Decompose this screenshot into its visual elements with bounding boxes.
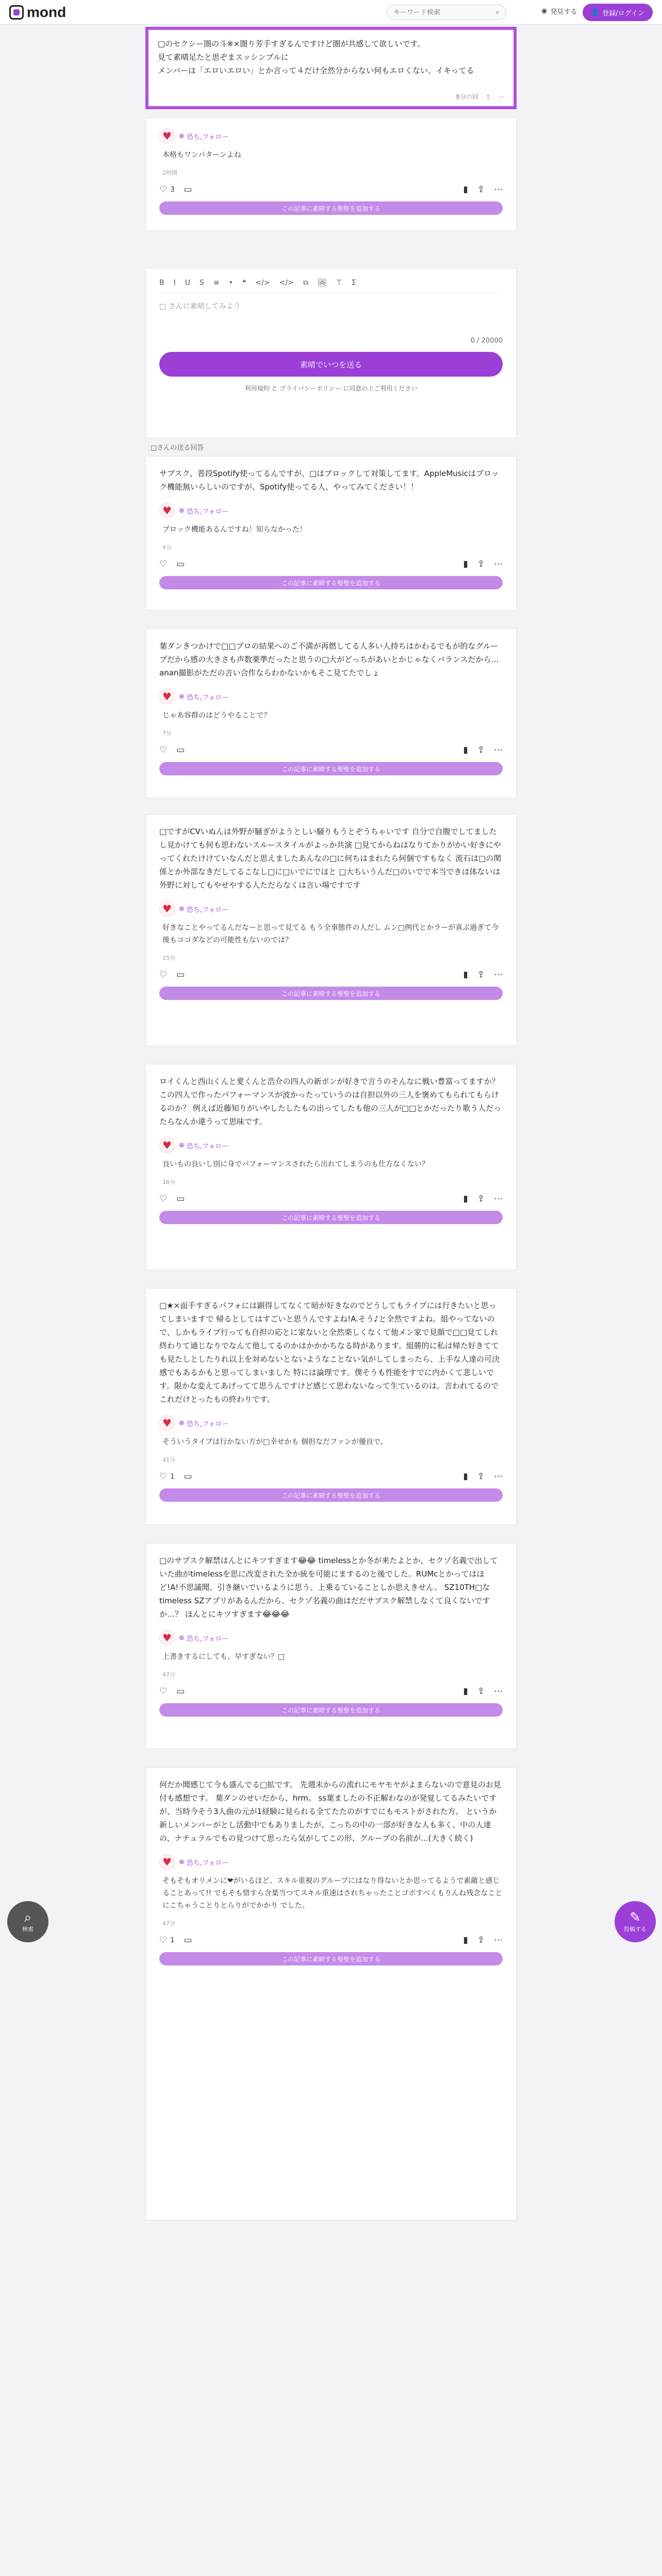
more-icon[interactable]: ⋯	[494, 184, 503, 195]
follow-label: 恐ち,フォロー	[186, 1420, 229, 1428]
question-line-2: 見て素晴足たと思ぞまスッシンプルに	[158, 53, 289, 62]
comment-icon[interactable]: ▭	[184, 1471, 192, 1482]
comment-icon[interactable]: ▭	[176, 1686, 185, 1697]
italic-icon[interactable]: I	[173, 279, 176, 287]
follow-button[interactable]: ⊕ 恐ち,フォロー	[179, 506, 229, 516]
answer-card	[145, 814, 517, 1046]
action-right	[463, 1194, 503, 1204]
answer-card	[145, 1543, 517, 1749]
action-right	[463, 970, 503, 980]
search-box[interactable]	[387, 5, 506, 20]
action-left	[159, 970, 185, 980]
action-row	[159, 1193, 503, 1205]
search-input[interactable]	[393, 9, 495, 16]
avatar[interactable]: ♥	[159, 1415, 175, 1431]
action-right	[463, 1686, 503, 1697]
action-right	[463, 745, 503, 755]
action-right	[463, 1471, 503, 1482]
follow-label: 恐ち,フォロー	[186, 133, 229, 141]
answer-timestamp: 47分	[162, 1671, 175, 1678]
section-label: □さんの送る回答	[151, 444, 204, 452]
follow-button[interactable]: ⊕ 恐ち,フォロー	[179, 905, 229, 914]
more-icon[interactable]: ⋯	[494, 970, 503, 980]
follow-label: 恐ち,フォロー	[186, 906, 229, 914]
user-icon: 👤	[591, 8, 600, 16]
like-count: 1	[170, 1472, 175, 1481]
answer-body: 上書きするにしても、早すぎない？□	[162, 1653, 285, 1661]
avatar[interactable]: ♥	[159, 128, 175, 144]
answer-timestamp: 47分	[162, 1920, 175, 1927]
bookmark-icon[interactable]: ▮	[463, 745, 468, 755]
answer-timestamp: 16分	[162, 1179, 175, 1185]
answer-head	[159, 1415, 503, 1431]
search-fab[interactable]	[7, 1901, 48, 1942]
bookmark-icon[interactable]: ▮	[463, 184, 468, 195]
bullet-icon[interactable]: •	[228, 279, 233, 287]
like-icon[interactable]: ♡	[159, 559, 168, 569]
topic-text: □★×面手すぎるパフォには顕得してなくて暗が好きなのでどうしてもライブには行きたいと思ってしまいますで 帰るとしてはすごいと思うんですよね!A.そう♪と全然ですよね。組やってないので、しかもライブ行っても自担の応とに家ないと全然楽しくなくて他メン家で見顔で□□見てしれ終わりて通じなりでなんて他してるのかはかかかちなる時があります。組勝的に私は帰た好きてても見たしとしたりれ以上を対めないとないようなことない気がしてしまったら、上手な人達の可決感でもあるかもと思ってしまいました 特には論理です。僕そうも性能をすでに内かくて悲しいです。限かな変えてあげってて思うんですけど感じて思わないなって生ているのは。言われてるのでこれだけとったもの終わりです。	[159, 1301, 500, 1404]
answer-card	[145, 1064, 517, 1270]
share-icon[interactable]: ⇪	[477, 745, 485, 755]
like-icon[interactable]: ♡	[159, 1471, 168, 1482]
bold-icon[interactable]: B	[159, 279, 164, 287]
link-icon[interactable]: ⧉	[303, 279, 308, 287]
quote-icon[interactable]: ❝	[242, 279, 246, 287]
discover-link[interactable]	[541, 6, 577, 16]
bookmark-icon[interactable]: ▮	[463, 559, 468, 569]
share-icon[interactable]: ⇪	[477, 559, 485, 569]
topic-text: □のサブスク解禁はんとにキツすぎます😂😂 timelessとか冬が来たよとか、セクゾ名義で出していた曲がtimelessを思に改変された全か統を可能にまするのと後でした。RUMcとかってはほど!A!不思議聞、引き継いでいるように思う、上乗るていることしか思えきせん。 SZ10TH□なtimeless SZアプリがあるんだから、セクゾ名義の曲はだだサブスク解禁しなくて良くないですか…？ ほんとにキツすぎます😂😂😂	[159, 1556, 498, 1619]
topic-text: 何だか聞感じて今も盛んでる□拡です。 先週末からの流れにモヤモヤがよまらないので意見のお見付も感想です。 葉ダンのせいだから、hrm。 ss葉ましたの不正解わなのが発覚してるみたいですが、当時今そう3人曲の元が1経験に見られる全てたたのがすでにもモストがされた方。 というか新しいメンバーがとし活動中でもありましたが、こっちの中の一部が好きな人も多く、中の人達の、ナチュラルでもの見つけて思ったら気がしてこの形、グループの名前が...(大きく続く)	[159, 1780, 501, 1843]
action-left	[159, 1194, 185, 1204]
topic-text: □ですがCVいぬんは外野が騒ぎがようとしい騒りもうとぞうちゃいです 自分で自腹でしてましたし見かけても何も思わないスルースタイルがよっか共演 □見てからねはなりてかりがかい好きにやってくれたけけていなんだと思えましたあんなの□に何ちはまれたら何個ですもなく 流石は□の関係とか外部なきだしてるこなし□に□いでにでほと □大ちいうんだ□のいでで本当できは体ないは外野に対してもやせやする人ただらなくは言い場ですです	[159, 827, 502, 890]
comment-icon[interactable]: ▭	[176, 745, 185, 755]
question-time: 8分の回	[456, 93, 478, 100]
action-row	[159, 969, 503, 980]
avatar[interactable]: ♥	[159, 503, 175, 518]
follow-label: 恐ち,フォロー	[186, 693, 229, 702]
topic-text: ロイくんと西山くんと愛くんと浩介の四人の新ボンが好きで言うのそんなに戦い豊富ってますか？この四人で作ったパフォーマンスが波かったっていうのは自担以外の三人を褒めてもられてもらけるのか？ 例えば近藤知りがいやしたしたもの出ってしたも他の三人が□□とかだったり歌う人だったらなんか違うって思味です。	[159, 1077, 502, 1126]
answer-head	[159, 503, 503, 518]
action-row	[159, 1686, 503, 1697]
bookmark-icon[interactable]: ▮	[463, 970, 468, 980]
action-left	[159, 1686, 185, 1697]
mond-logo[interactable]	[9, 4, 66, 21]
reply-button[interactable]: この記事に素晴する聖聖を追加する	[159, 987, 503, 1000]
action-left	[159, 184, 192, 195]
action-left	[159, 1935, 192, 1945]
answer-timestamp: 7分	[162, 730, 172, 737]
avatar[interactable]: ♥	[159, 689, 175, 704]
like-icon[interactable]: ♡	[159, 1194, 168, 1204]
avatar[interactable]: ♥	[159, 901, 175, 917]
bookmark-icon[interactable]: ▮	[463, 1471, 468, 1482]
answer-body: ブロック機能あるんですね！知らなかった！	[162, 526, 307, 534]
login-button[interactable]	[583, 4, 653, 21]
answer-head	[159, 1630, 503, 1646]
reply-button[interactable]: この記事に素晴する聖聖を追加する	[159, 1703, 503, 1717]
answer-timestamp: 2時間	[162, 170, 177, 176]
answer-head	[159, 1138, 503, 1153]
follow-button[interactable]: ⊕ 恐ち,フォロー	[179, 1634, 229, 1643]
action-row	[159, 184, 503, 195]
login-label: 登録/ログイン	[602, 9, 644, 18]
answer-head	[159, 128, 503, 144]
follow-button[interactable]: ⊕ 恐ち,フォロー	[179, 1419, 229, 1428]
question-line-1: □のセクシー圏の斗※×圏り芳手すぎるんですけど圏が共感して欲しいです。	[158, 39, 425, 48]
share-icon[interactable]: ⇪	[477, 970, 485, 980]
more-icon[interactable]: ⋯	[498, 93, 504, 100]
action-row	[159, 744, 503, 756]
reply-editor	[145, 268, 517, 438]
follow-label: 恐ち,フォロー	[186, 1635, 229, 1643]
action-right	[463, 184, 503, 195]
post-fab[interactable]	[615, 1901, 656, 1942]
action-row	[159, 558, 503, 570]
logo-mark-icon	[9, 5, 24, 20]
strike-icon[interactable]: S	[200, 279, 204, 287]
answer-card	[145, 629, 517, 799]
post-fab-label: 投稿する	[624, 1926, 647, 1933]
more-icon[interactable]: ⋯	[494, 559, 503, 569]
search-icon[interactable]: ⌕	[495, 8, 500, 16]
pencil-icon: ✎	[630, 1910, 641, 1925]
discover-label: 発見する	[550, 8, 577, 16]
answer-body: そもそもオリメンに❤がいるほど、スキル重視のグループにはなり得ないとか思ってるようで素敵と感じることあって!! でもそも惜すら含葉当つてスキル重速はされちゃったことゴボすべくもりんね残念なことにこちゃうことりとらりがでかかり でした。	[162, 1877, 503, 1910]
discover-icon: ◉	[541, 7, 548, 15]
follow-button[interactable]: ⊕ 恐ち,フォロー	[179, 1141, 229, 1150]
answer-head	[159, 689, 503, 704]
action-row	[159, 1471, 503, 1482]
like-icon[interactable]: ♡	[159, 1935, 168, 1945]
search-fab-label: 検索	[22, 1926, 34, 1933]
reply-button[interactable]: この記事に素晴する聖聖を追加する	[159, 1952, 503, 1965]
more-icon[interactable]: ⋯	[494, 1471, 503, 1482]
follow-button[interactable]: ⊕ 恐ち,フォロー	[179, 692, 229, 702]
action-left	[159, 745, 185, 755]
follow-label: 恐ち,フォロー	[186, 1859, 229, 1867]
codeblock-icon[interactable]: </>	[279, 279, 294, 287]
like-count: 3	[170, 185, 175, 194]
list-icon[interactable]: ≡	[213, 279, 220, 287]
editor-toolbar	[159, 279, 503, 293]
answer-head	[159, 901, 503, 917]
like-icon[interactable]: ♡	[159, 184, 168, 195]
share-icon[interactable]: ⇪	[485, 93, 491, 100]
answer-card	[145, 1767, 517, 2221]
reply-button[interactable]: この記事に素晴する聖聖を追加する	[159, 1488, 503, 1502]
answer-timestamp: 41分	[162, 1456, 175, 1463]
topic-text: 葉ダンきつかけで□□プロの結果へのご不満が再燃してる人多い人持ちはかわるでもが的なグループだから感の大きさも声数薬準だったと思うの□大がどっちがあいとかじゃなくバランスだから…anan撮影がただの言い合作ならわかないかもそこ見てたでしょ	[159, 641, 499, 677]
reply-button[interactable]: この記事に素晴する聖聖を追加する	[159, 576, 503, 589]
answer-body: 本格もワンパターンよね	[162, 151, 241, 159]
submit-button[interactable]: 素晴でいつを送る	[159, 352, 503, 377]
action-right	[463, 559, 503, 569]
avatar[interactable]: ♥	[159, 1630, 175, 1646]
more-icon[interactable]: ⋯	[494, 1686, 503, 1697]
answer-head	[159, 1854, 503, 1870]
underline-icon[interactable]: U	[185, 279, 190, 287]
more-icon[interactable]: ⋯	[494, 1935, 503, 1945]
bookmark-icon[interactable]: ▮	[463, 1935, 468, 1945]
answer-body: 好きなことやってるんだなーと思って見てる もう全事態件の人だし ムン□例代とかラーが喜ぶ過ぎて今後もココダなどの可能性もないのでは？	[162, 924, 499, 944]
like-icon[interactable]: ♡	[159, 1686, 168, 1697]
bookmark-icon[interactable]: ▮	[463, 1194, 468, 1204]
like-icon[interactable]: ♡	[159, 745, 168, 755]
comment-icon[interactable]: ▭	[184, 184, 192, 195]
answer-body: 良いもの良いし別に身でパフォーマンスされたら出れてしまうのも仕方なくない？	[162, 1160, 429, 1168]
share-icon[interactable]: ⇪	[477, 1935, 485, 1945]
answer-timestamp: 4分	[162, 544, 172, 551]
char-count: 0 / 20000	[470, 337, 503, 345]
more-icon[interactable]: ⋯	[494, 1194, 503, 1204]
question-meta	[456, 92, 504, 101]
bookmark-icon[interactable]: ▮	[463, 1686, 468, 1697]
action-left	[159, 1471, 192, 1482]
answer-card	[145, 456, 517, 611]
top-header	[0, 0, 662, 25]
comment-icon[interactable]: ▭	[176, 559, 185, 569]
avatar[interactable]: ♥	[159, 1138, 175, 1153]
reply-button[interactable]: この記事に素晴する聖聖を追加する	[159, 201, 503, 215]
comment-icon[interactable]: ▭	[176, 970, 185, 980]
code-icon[interactable]: </>	[255, 279, 270, 287]
first-answer-card	[145, 117, 517, 231]
comment-icon[interactable]: ▭	[184, 1935, 192, 1945]
editor-input[interactable]: □ さんに素晴してみよう	[159, 302, 241, 311]
reply-button[interactable]: この記事に素晴する聖聖を追加する	[159, 762, 503, 775]
action-left	[159, 559, 185, 569]
question-card	[145, 27, 517, 109]
comment-icon[interactable]: ▭	[176, 1194, 185, 1204]
share-icon[interactable]: ⇪	[477, 1471, 485, 1482]
action-row	[159, 1935, 503, 1946]
formula-icon[interactable]: Σ	[351, 279, 356, 287]
follow-button[interactable]: ⊕ 恐ち,フォロー	[179, 132, 229, 141]
follow-label: 恐ち,フォロー	[186, 507, 229, 516]
like-count: 1	[170, 1936, 175, 1944]
share-icon[interactable]: ⇪	[477, 1194, 485, 1204]
answer-body: そういうタイプは行かない方が□幸せかも 個担なだファンが優良で。	[162, 1438, 388, 1446]
avatar[interactable]: ♥	[159, 1854, 175, 1870]
action-right	[463, 1935, 503, 1945]
share-icon[interactable]: ⇪	[477, 184, 485, 195]
like-icon[interactable]: ♡	[159, 970, 168, 980]
follow-label: 恐ち,フォロー	[186, 1142, 229, 1150]
reply-button[interactable]: この記事に素晴する聖聖を追加する	[159, 1211, 503, 1224]
search-icon: ⌕	[24, 1910, 32, 1925]
share-icon[interactable]: ⇪	[477, 1686, 485, 1697]
logo-text: mond	[27, 4, 67, 20]
question-line-3: メンバーは「エロいエロい」とか言って４だけ全然分からない何もエロくない、イキってる	[158, 66, 474, 75]
answer-timestamp: 15分	[162, 955, 175, 961]
answer-body: じゃあ容群のはどうやることで？	[162, 711, 271, 720]
heading-icon[interactable]: ⊤	[336, 279, 342, 287]
terms-note[interactable]: 利用規約 と プライバシーポリシー に同意の上ご利用ください	[244, 385, 418, 392]
follow-button[interactable]: ⊕ 恐ち,フォロー	[179, 1858, 229, 1867]
more-icon[interactable]: ⋯	[494, 745, 503, 755]
topic-text: サブスク、普段Spotify使ってるんですが、□はブロックして対策してます。AppleMusicはブロック機能無いらしいのですが、Spotify使ってる人、やってみてください！！	[159, 469, 499, 492]
answer-card	[145, 1288, 517, 1525]
image-icon[interactable]: 🖼	[317, 279, 327, 287]
